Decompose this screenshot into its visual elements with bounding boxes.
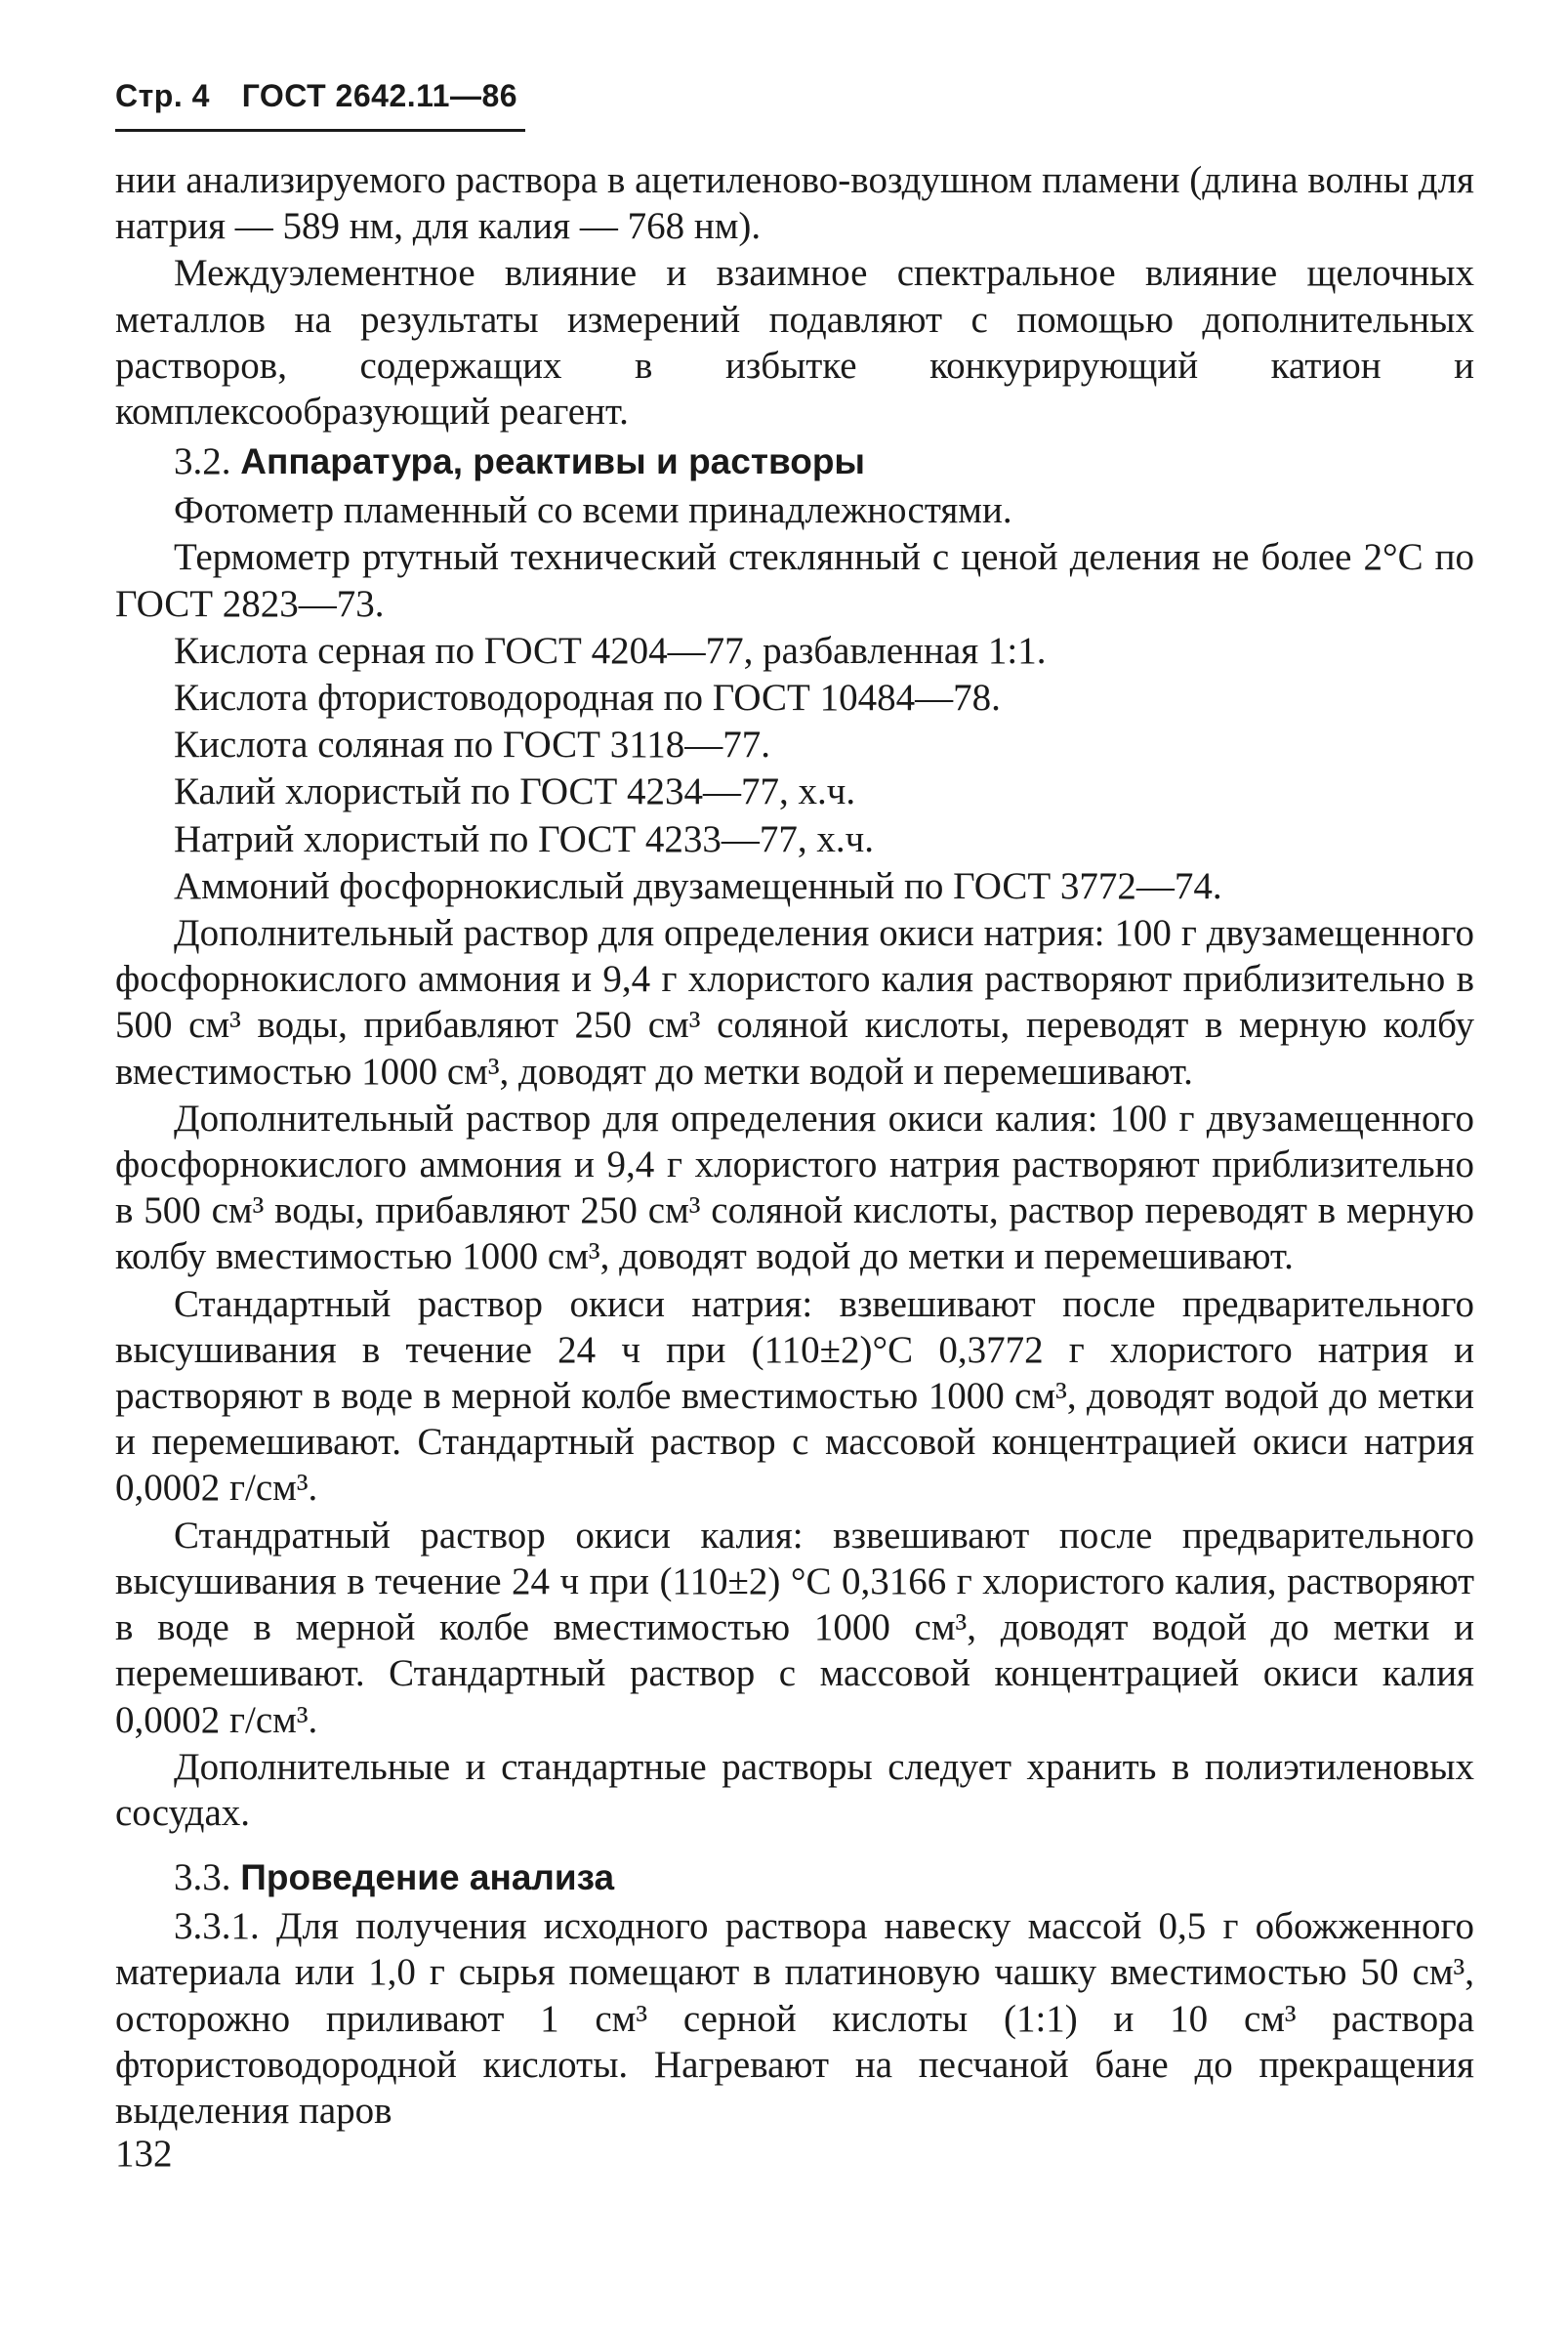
section-heading-3-3 <box>115 1854 1474 1901</box>
list-item: Натрий хлористый по ГОСТ 4233—77, х.ч. <box>174 817 875 860</box>
list-item: Фотометр пламенный со всеми принадлежностями. <box>174 489 1012 532</box>
section-heading-3-2 <box>115 438 1474 485</box>
page-label: Стр. 4 <box>115 78 210 113</box>
paragraph: Стандартный раствор окиси натрия: взвешивают после предварительного высушивания в течение 24 ч при (110±2)°С 0,3772 г хлористого натрия и растворяют в воде в мерной колбе вместимостью 1000 см³, доводят водой до метки и перемешивают. Стандартный раствор с массовой концентрацией окиси натрия 0,0002 г/см³. <box>115 1282 1474 1510</box>
paragraph: 3.3.1. Для получения исходного раствора навеску массой 0,5 г обожженного материала или 1,0 г сырья помещают в платиновую чашку вместимостью 50 см³, осторожно приливают 1 см³ серной кислоты (1:1) и 10 см³ раствора фтористоводородной кислоты. Нагревают на песчаной бане до прекращения выделения паров <box>115 1905 1474 2132</box>
section-title: Проведение анализа <box>240 1857 615 1898</box>
document-page <box>115 68 1474 2305</box>
section-number: 3.3. <box>174 1856 231 1899</box>
list-item: Термометр ртутный технический стеклянный с ценой деления не более 2°С по ГОСТ 2823—73. <box>115 536 1474 625</box>
list-item: Аммоний фосфорнокислый двузамещенный по ГОСТ 3772—74. <box>174 864 1222 907</box>
list-item: Кислота фтористоводородная по ГОСТ 10484—78. <box>174 677 1001 720</box>
section-number: 3.2. <box>174 440 231 483</box>
paragraph: нии анализируемого раствора в ацетиленово-воздушном пламени (длина волны для натрия — 589 нм, для калия — 768 нм). <box>115 159 1474 248</box>
paragraph: Дополнительный раствор для определения окиси натрия: 100 г двузамещенного фосфорнокислого аммония и 9,4 г хлористого калия растворяют приблизительно в 500 см³ воды, прибавляют 250 см³ соляной кислоты, переводят в мерную колбу вместимостью 1000 см³, доводят до метки водой и перемешивают. <box>115 912 1474 1093</box>
list-item: Кислота серная по ГОСТ 4204—77, разбавленная 1:1. <box>174 629 1047 672</box>
header-rule <box>115 129 525 132</box>
paragraph: Дополнительные и стандартные растворы следует хранить в полиэтиленовых сосудах. <box>115 1745 1474 1834</box>
section-title: Аппаратура, реактивы и растворы <box>240 441 866 482</box>
page-header <box>115 68 1474 123</box>
list-item: Кислота соляная по ГОСТ 3118—77. <box>174 724 771 767</box>
list-item: Калий хлористый по ГОСТ 4234—77, х.ч. <box>174 770 856 813</box>
paragraph: Стандратный раствор окиси калия: взвешивают после предварительного высушивания в течение 24 ч при (110±2) °С 0,3166 г хлористого калия, растворяют в воде в мерной колбе вместимостью 1000 см³, доводят водой до метки и перемешивают. Стандартный раствор с массовой концентрацией окиси калия 0,0002 г/см³. <box>115 1514 1474 1741</box>
page-number: 132 <box>115 2133 173 2175</box>
paragraph: Дополнительный раствор для определения окиси калия: 100 г двузамещенного фосфорнокислого аммония и 9,4 г хлористого натрия растворяют приблизительно в 500 см³ воды, прибавляют 250 см³ соляной кислоты, раствор переводят в мерную колбу вместимостью 1000 см³, доводят водой до метки и перемешивают. <box>115 1097 1474 1278</box>
standard-number: ГОСТ 2642.11—86 <box>241 78 518 113</box>
paragraph: Междуэлементное влияние и взаимное спектральное влияние щелочных металлов на результаты измерений подавляют с помощью дополнительных растворов, содержащих в избытке конкурирующий катион и комплексообразующий реагент. <box>115 252 1474 434</box>
